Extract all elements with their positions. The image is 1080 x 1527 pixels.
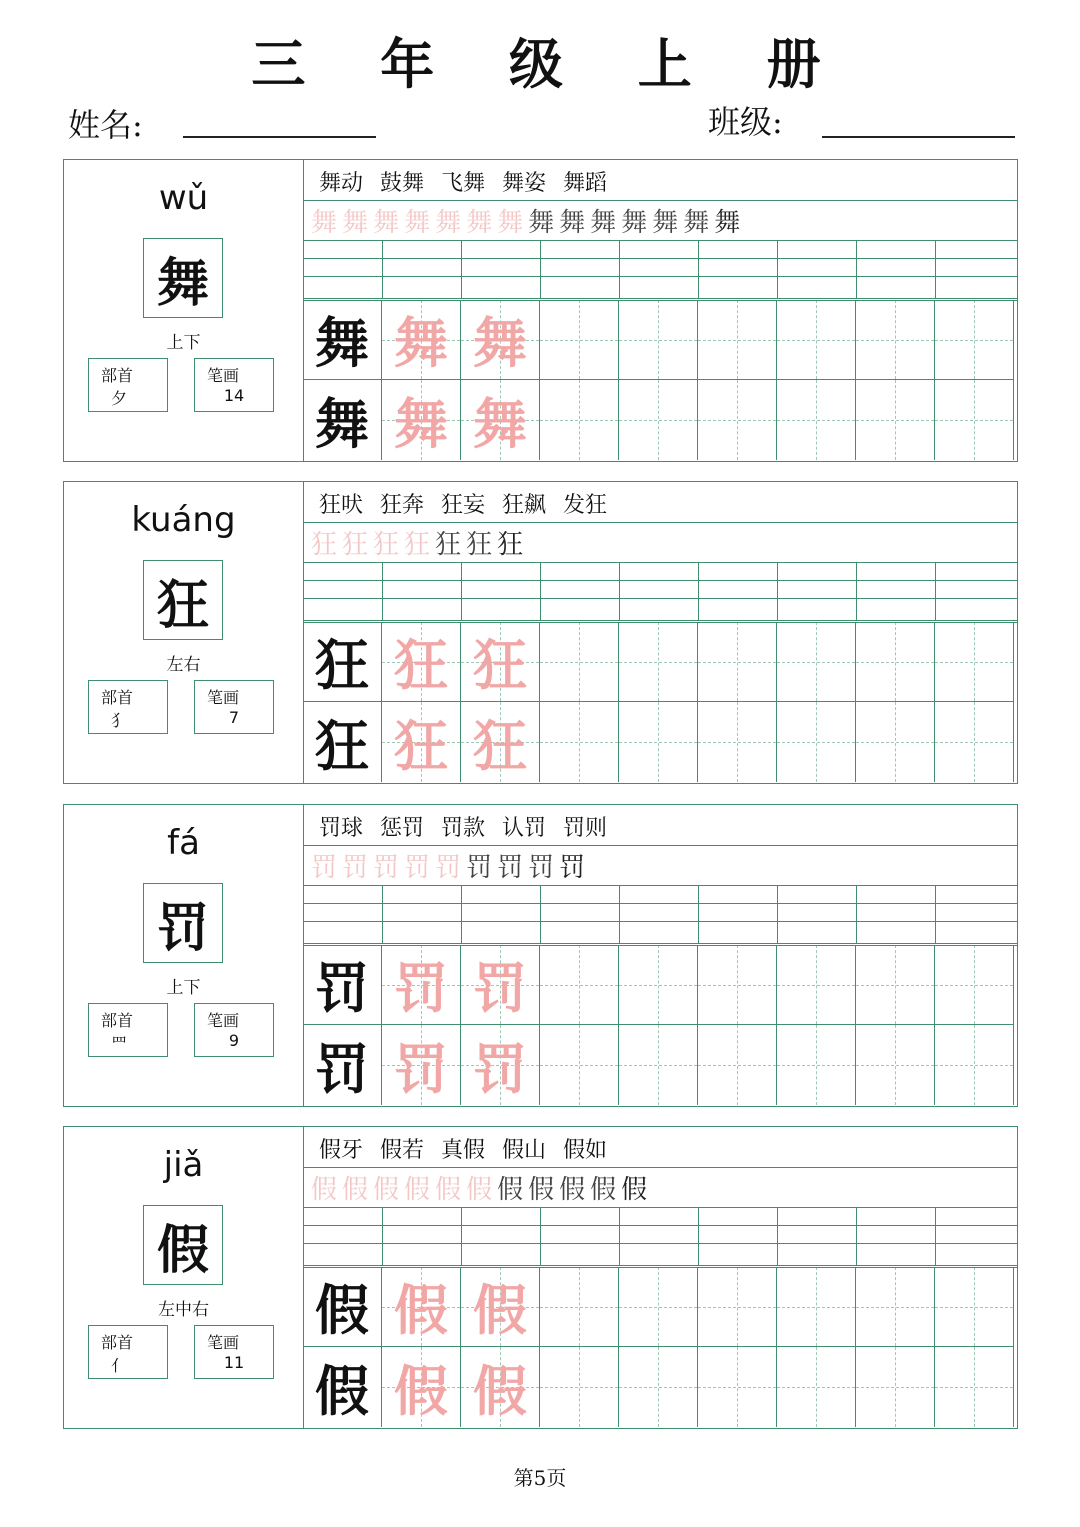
practice-area [303, 482, 1017, 783]
stroke-step: 罚 [373, 852, 400, 883]
character-info-panel [64, 482, 304, 783]
stroke-step: 罚 [404, 852, 431, 883]
writing-cell[interactable] [461, 300, 540, 380]
character-card [63, 804, 1018, 1107]
writing-cell[interactable] [303, 1267, 382, 1347]
name-input-line[interactable] [183, 136, 376, 138]
writing-cell[interactable] [777, 300, 856, 380]
writing-cell[interactable] [540, 1025, 619, 1105]
stroke-step: 舞 [497, 207, 524, 238]
structure-label: 左右 [166, 655, 201, 675]
writing-cell[interactable] [619, 300, 698, 380]
writing-cell[interactable] [382, 622, 461, 702]
writing-cell[interactable] [698, 1025, 777, 1105]
writing-cell[interactable] [777, 1025, 856, 1105]
strokes-label: 笔画 [207, 1011, 240, 1030]
writing-cell[interactable] [619, 380, 698, 460]
model-character: 舞 [315, 311, 369, 375]
page-number: 第5页 [513, 1466, 567, 1490]
character-card [63, 1126, 1018, 1429]
column-line [461, 240, 462, 298]
character-info-panel [64, 160, 304, 461]
stroke-step: 狂 [311, 529, 338, 560]
writing-cell[interactable] [382, 702, 461, 782]
radical-box [88, 680, 168, 734]
stroke-step: 假 [497, 1174, 524, 1205]
character-box: 舞 [143, 238, 223, 318]
stroke-step: 狂 [404, 529, 431, 560]
column-line [619, 885, 620, 943]
ruling-line [303, 1207, 1017, 1208]
strokes-value: 14 [223, 386, 245, 405]
stroke-step: 假 [466, 1174, 493, 1205]
writing-cell[interactable] [698, 1267, 777, 1347]
character-box: 罚 [143, 883, 223, 963]
radical-value: 亻 [111, 1356, 128, 1375]
writing-cell[interactable] [619, 1025, 698, 1105]
trace-character: 假 [394, 1358, 448, 1423]
column-line [540, 562, 541, 620]
trace-character: 罚 [394, 1036, 448, 1101]
stroke-order-row [311, 524, 528, 560]
stroke-step: 假 [528, 1174, 555, 1205]
strokes-box [194, 680, 274, 734]
writing-cell[interactable] [619, 945, 698, 1025]
writing-cell[interactable] [856, 702, 935, 782]
radical-value: 犭 [111, 711, 128, 730]
writing-cell[interactable] [935, 702, 1014, 782]
stroke-step: 罚 [559, 852, 586, 883]
writing-cell[interactable] [382, 300, 461, 380]
worksheet-title: 三 年 级 上 册 [251, 32, 849, 96]
ruling-line [303, 1225, 1017, 1226]
writing-cell[interactable] [540, 1267, 619, 1347]
trace-character: 舞 [473, 311, 527, 375]
stroke-step: 舞 [652, 207, 679, 238]
ruling-line [303, 562, 1017, 563]
writing-cell[interactable] [303, 1025, 382, 1105]
stroke-step: 舞 [373, 207, 400, 238]
stroke-step: 罚 [435, 852, 462, 883]
stroke-order-row [311, 202, 745, 238]
writing-cell[interactable] [540, 622, 619, 702]
writing-cell[interactable] [303, 945, 382, 1025]
writing-cell[interactable] [461, 702, 540, 782]
writing-cell[interactable] [935, 1267, 1014, 1347]
trace-character: 狂 [394, 713, 448, 778]
column-line [461, 1207, 462, 1265]
column-line [777, 885, 778, 943]
stroke-step: 舞 [435, 207, 462, 238]
model-character: 罚 [315, 956, 369, 1020]
column-line [777, 1207, 778, 1265]
radical-label: 部首 [101, 366, 134, 385]
radical-value: 夕 [111, 389, 128, 408]
writing-cell[interactable] [856, 945, 935, 1025]
column-line [777, 240, 778, 298]
writing-cell[interactable] [461, 945, 540, 1025]
model-character: 罚 [315, 1036, 369, 1101]
strokes-value: 11 [223, 1353, 245, 1372]
writing-cell[interactable] [540, 702, 619, 782]
writing-cell[interactable] [303, 300, 382, 380]
ruling-line [303, 580, 1017, 581]
writing-cell[interactable] [540, 300, 619, 380]
writing-cell[interactable] [698, 702, 777, 782]
trace-character: 假 [473, 1358, 527, 1423]
structure-label: 左中右 [158, 1300, 209, 1320]
trace-character: 罚 [473, 1036, 527, 1101]
writing-cell[interactable] [777, 702, 856, 782]
stroke-step: 舞 [404, 207, 431, 238]
column-line [461, 562, 462, 620]
strokes-box [194, 358, 274, 412]
class-input-line[interactable] [822, 136, 1015, 138]
column-line [619, 1207, 620, 1265]
writing-cell[interactable] [303, 380, 382, 460]
radical-box [88, 1325, 168, 1379]
strokes-label: 笔画 [207, 688, 240, 707]
stroke-step: 舞 [342, 207, 369, 238]
writing-cell[interactable] [303, 622, 382, 702]
ruling-line [303, 258, 1017, 259]
writing-cell[interactable] [935, 622, 1014, 702]
column-line [540, 1207, 541, 1265]
model-character: 假 [315, 1358, 369, 1423]
writing-cell[interactable] [382, 1025, 461, 1105]
column-line [382, 240, 383, 298]
column-line [698, 885, 699, 943]
trace-character: 狂 [394, 633, 448, 697]
writing-cell[interactable] [935, 945, 1014, 1025]
character-card [63, 159, 1018, 462]
writing-cell[interactable] [461, 1347, 540, 1427]
stroke-step: 舞 [621, 207, 648, 238]
trace-character: 假 [394, 1278, 448, 1342]
ruling-line [303, 921, 1017, 922]
column-line [619, 240, 620, 298]
writing-cell[interactable] [698, 380, 777, 460]
writing-cell[interactable] [461, 1025, 540, 1105]
strokes-box [194, 1003, 274, 1057]
column-line [382, 885, 383, 943]
trace-character: 罚 [473, 956, 527, 1020]
stroke-step: 假 [559, 1174, 586, 1205]
column-line [461, 885, 462, 943]
writing-cell[interactable] [698, 945, 777, 1025]
character-info-panel [64, 1127, 304, 1428]
writing-cell[interactable] [461, 622, 540, 702]
stroke-step: 罚 [497, 852, 524, 883]
pinyin: kuáng [131, 500, 236, 540]
ruling-line [303, 903, 1017, 904]
word-list: 假牙 假若 真假 假山 假如 [319, 1138, 607, 1163]
pinyin: fá [167, 823, 200, 863]
stroke-step: 舞 [683, 207, 710, 238]
stroke-step: 假 [590, 1174, 617, 1205]
column-line [935, 885, 936, 943]
stroke-step: 狂 [497, 529, 524, 560]
column-line [856, 1207, 857, 1265]
stroke-step: 狂 [342, 529, 369, 560]
stroke-step: 狂 [435, 529, 462, 560]
writing-cell[interactable] [619, 1267, 698, 1347]
radical-box [88, 358, 168, 412]
ruling-line [303, 620, 1017, 621]
writing-cell[interactable] [382, 380, 461, 460]
column-line [856, 562, 857, 620]
class-label: 班级: [708, 103, 783, 141]
writing-cell[interactable] [935, 1025, 1014, 1105]
stroke-step: 假 [404, 1174, 431, 1205]
column-line [382, 1207, 383, 1265]
ruling-line [303, 240, 1017, 241]
stroke-step: 假 [373, 1174, 400, 1205]
stroke-step: 狂 [466, 529, 493, 560]
writing-cell[interactable] [382, 945, 461, 1025]
stroke-step: 假 [621, 1174, 648, 1205]
structure-label: 上下 [166, 978, 201, 998]
strokes-value: 9 [228, 1031, 240, 1050]
column-line [856, 885, 857, 943]
character-box: 狂 [143, 560, 223, 640]
strokes-value: 7 [228, 708, 240, 727]
writing-cell[interactable] [619, 1347, 698, 1427]
ruling-line [303, 598, 1017, 599]
practice-area [303, 160, 1017, 461]
model-character: 舞 [315, 391, 369, 456]
writing-cell[interactable] [856, 300, 935, 380]
stroke-step: 舞 [466, 207, 493, 238]
radical-value: 罒 [111, 1034, 128, 1053]
word-list: 狂吠 狂奔 狂妄 狂飙 发狂 [319, 493, 607, 518]
writing-cell[interactable] [777, 622, 856, 702]
writing-cell[interactable] [540, 1347, 619, 1427]
trace-character: 假 [473, 1278, 527, 1342]
writing-cell[interactable] [619, 622, 698, 702]
trace-character: 罚 [394, 956, 448, 1020]
writing-cell[interactable] [856, 622, 935, 702]
writing-cell[interactable] [698, 300, 777, 380]
writing-cell[interactable] [856, 380, 935, 460]
stroke-step: 假 [435, 1174, 462, 1205]
ruling-line [303, 276, 1017, 277]
column-line [382, 562, 383, 620]
writing-cell[interactable] [382, 1347, 461, 1427]
ruling-line [303, 943, 1017, 944]
stroke-step: 狂 [373, 529, 400, 560]
writing-cell[interactable] [856, 1267, 935, 1347]
name-label: 姓名: [68, 106, 143, 144]
character-card [63, 481, 1018, 784]
column-line [698, 562, 699, 620]
radical-label: 部首 [101, 1011, 134, 1030]
column-line [540, 240, 541, 298]
writing-cell[interactable] [777, 380, 856, 460]
writing-cell[interactable] [540, 380, 619, 460]
trace-character: 狂 [473, 633, 527, 697]
practice-area [303, 805, 1017, 1106]
writing-cell[interactable] [382, 1267, 461, 1347]
grid-top-line [303, 622, 1017, 623]
writing-cell[interactable] [777, 945, 856, 1025]
column-line [777, 562, 778, 620]
column-line [540, 885, 541, 943]
stroke-step: 舞 [714, 207, 741, 238]
ruling-line [303, 1243, 1017, 1244]
writing-cell[interactable] [461, 380, 540, 460]
writing-cell[interactable] [935, 380, 1014, 460]
column-line [935, 240, 936, 298]
stroke-order-row [311, 1169, 652, 1205]
stroke-step: 舞 [311, 207, 338, 238]
writing-cell[interactable] [540, 945, 619, 1025]
stroke-step: 罚 [466, 852, 493, 883]
word-list: 罚球 惩罚 罚款 认罚 罚则 [319, 816, 607, 841]
radical-box [88, 1003, 168, 1057]
grid-top-line [303, 945, 1017, 946]
stroke-step: 罚 [311, 852, 338, 883]
stroke-step: 假 [311, 1174, 338, 1205]
column-line [856, 240, 857, 298]
writing-cell[interactable] [777, 1347, 856, 1427]
writing-cell[interactable] [935, 1347, 1014, 1427]
strokes-box [194, 1325, 274, 1379]
stroke-step: 罚 [342, 852, 369, 883]
radical-label: 部首 [101, 1333, 134, 1352]
stroke-order-row [311, 847, 590, 883]
grid-top-line [303, 300, 1017, 301]
column-line [935, 1207, 936, 1265]
trace-character: 舞 [394, 391, 448, 456]
writing-cell[interactable] [856, 1025, 935, 1105]
character-info-panel [64, 805, 304, 1106]
writing-cell[interactable] [935, 300, 1014, 380]
character-box: 假 [143, 1205, 223, 1285]
structure-label: 上下 [166, 333, 201, 353]
writing-cell[interactable] [303, 1347, 382, 1427]
pinyin: wǔ [158, 178, 209, 218]
writing-cell[interactable] [303, 702, 382, 782]
model-character: 狂 [315, 713, 369, 778]
ruling-line [303, 885, 1017, 886]
grid-top-line [303, 1267, 1017, 1268]
word-list: 舞动 鼓舞 飞舞 舞姿 舞蹈 [319, 171, 607, 196]
stroke-step: 舞 [590, 207, 617, 238]
column-line [698, 240, 699, 298]
strokes-label: 笔画 [207, 1333, 240, 1352]
radical-label: 部首 [101, 688, 134, 707]
column-line [935, 562, 936, 620]
ruling-line [303, 298, 1017, 299]
stroke-step: 舞 [559, 207, 586, 238]
writing-cell[interactable] [856, 1347, 935, 1427]
stroke-step: 罚 [528, 852, 555, 883]
column-line [698, 1207, 699, 1265]
writing-cell[interactable] [461, 1267, 540, 1347]
stroke-step: 舞 [528, 207, 555, 238]
writing-cell[interactable] [777, 1267, 856, 1347]
model-character: 狂 [315, 633, 369, 697]
strokes-label: 笔画 [207, 366, 240, 385]
model-character: 假 [315, 1278, 369, 1342]
column-line [619, 562, 620, 620]
writing-cell[interactable] [698, 1347, 777, 1427]
trace-character: 狂 [473, 713, 527, 778]
stroke-step: 假 [342, 1174, 369, 1205]
practice-area [303, 1127, 1017, 1428]
ruling-line [303, 1265, 1017, 1266]
trace-character: 舞 [473, 391, 527, 456]
writing-cell[interactable] [619, 702, 698, 782]
pinyin: jiǎ [163, 1145, 204, 1185]
trace-character: 舞 [394, 311, 448, 375]
writing-cell[interactable] [698, 622, 777, 702]
